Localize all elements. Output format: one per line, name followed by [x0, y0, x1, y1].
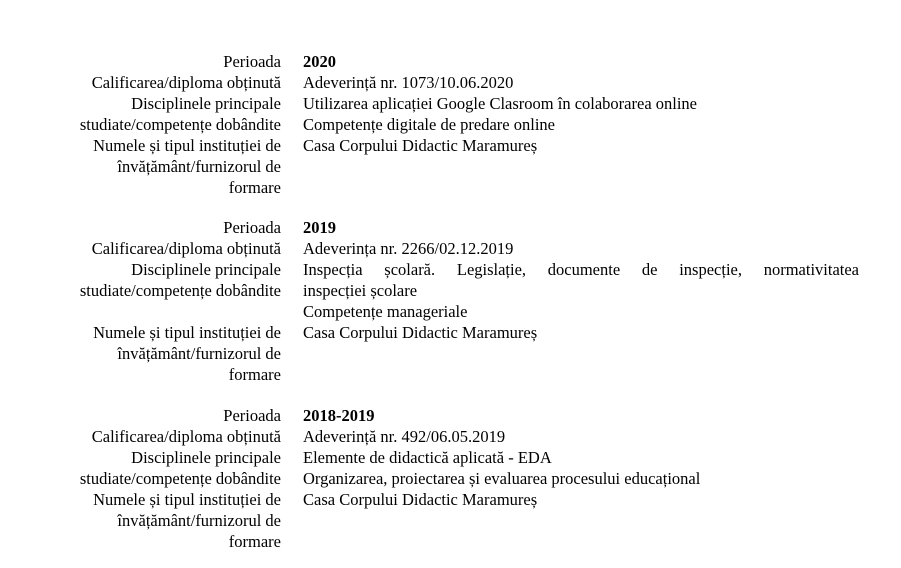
subjects-value-line: Competențe digitale de predare online: [303, 115, 555, 134]
institution-label-line1: Numele și tipul instituției de: [93, 323, 281, 342]
period-label: Perioada: [223, 52, 281, 71]
institution-row: [0, 489, 901, 510]
institution-label-line3: formare: [228, 365, 281, 384]
subjects-value-line: Utilizarea aplicației Google Clasroom în colaborarea online: [303, 94, 698, 113]
institution-row: [0, 531, 901, 552]
subjects-row: [0, 280, 901, 301]
qualification-value: Adeverință nr. 1073/10.06.2020: [303, 73, 514, 92]
period-row: [0, 51, 901, 72]
institution-row: [0, 177, 901, 198]
qualification-label: Calificarea/diploma obținută: [91, 427, 281, 446]
institution-label-line3: formare: [228, 532, 281, 551]
qualification-value: Adeverință nr. 492/06.05.2019: [303, 427, 506, 446]
subjects-row: [0, 447, 901, 468]
institution-value: Casa Corpului Didactic Maramureș: [303, 323, 538, 342]
period-row: [0, 217, 901, 238]
period-value: 2019: [303, 218, 336, 237]
subjects-value-line: inspecției școlare: [303, 281, 418, 300]
subjects-row: [0, 93, 901, 114]
subjects-value-line: Competențe manageriale: [303, 302, 468, 321]
subjects-row: [0, 301, 901, 322]
subjects-label-line2: studiate/competențe dobândite: [79, 281, 281, 300]
qualification-label: Calificarea/diploma obținută: [91, 239, 281, 258]
qualification-row: [0, 238, 901, 259]
subjects-label-line1: Disciplinele principale: [131, 94, 281, 113]
subjects-label-line1: Disciplinele principale: [131, 260, 281, 279]
subjects-value-line: Inspecția școlară. Legislație, documente de inspecție, normativitatea: [303, 260, 859, 279]
subjects-row: [0, 114, 901, 135]
institution-value: Casa Corpului Didactic Maramureș: [303, 136, 538, 155]
subjects-row: [0, 468, 901, 489]
institution-label-line2: învățământ/furnizorul de: [117, 344, 281, 363]
period-value: 2020: [303, 52, 336, 71]
subjects-label-line1: Disciplinele principale: [131, 448, 281, 467]
period-row: [0, 405, 901, 426]
qualification-value: Adeverința nr. 2266/02.12.2019: [303, 239, 514, 258]
institution-label-line2: învățământ/furnizorul de: [117, 157, 281, 176]
training-entry: [0, 217, 901, 385]
institution-label-line3: formare: [228, 178, 281, 197]
institution-row: [0, 364, 901, 385]
training-entry: [0, 51, 901, 198]
institution-row: [0, 322, 901, 343]
qualification-label: Calificarea/diploma obținută: [91, 73, 281, 92]
training-entry: [0, 405, 901, 552]
qualification-row: [0, 426, 901, 447]
subjects-value-line: Elemente de didactică aplicată - EDA: [303, 448, 552, 467]
subjects-row: [0, 259, 901, 280]
institution-row: [0, 156, 901, 177]
institution-row: [0, 135, 901, 156]
institution-label-line1: Numele și tipul instituției de: [93, 136, 281, 155]
period-value: 2018-2019: [303, 406, 375, 425]
subjects-value-line: Organizarea, proiectarea și evaluarea procesului educațional: [303, 469, 701, 488]
period-label: Perioada: [223, 406, 281, 425]
subjects-label-line2: studiate/competențe dobândite: [79, 115, 281, 134]
institution-row: [0, 343, 901, 364]
subjects-label-line2: studiate/competențe dobândite: [79, 469, 281, 488]
qualification-row: [0, 72, 901, 93]
institution-row: [0, 510, 901, 531]
institution-label-line2: învățământ/furnizorul de: [117, 511, 281, 530]
institution-label-line1: Numele și tipul instituției de: [93, 490, 281, 509]
institution-value: Casa Corpului Didactic Maramureș: [303, 490, 538, 509]
period-label: Perioada: [223, 218, 281, 237]
